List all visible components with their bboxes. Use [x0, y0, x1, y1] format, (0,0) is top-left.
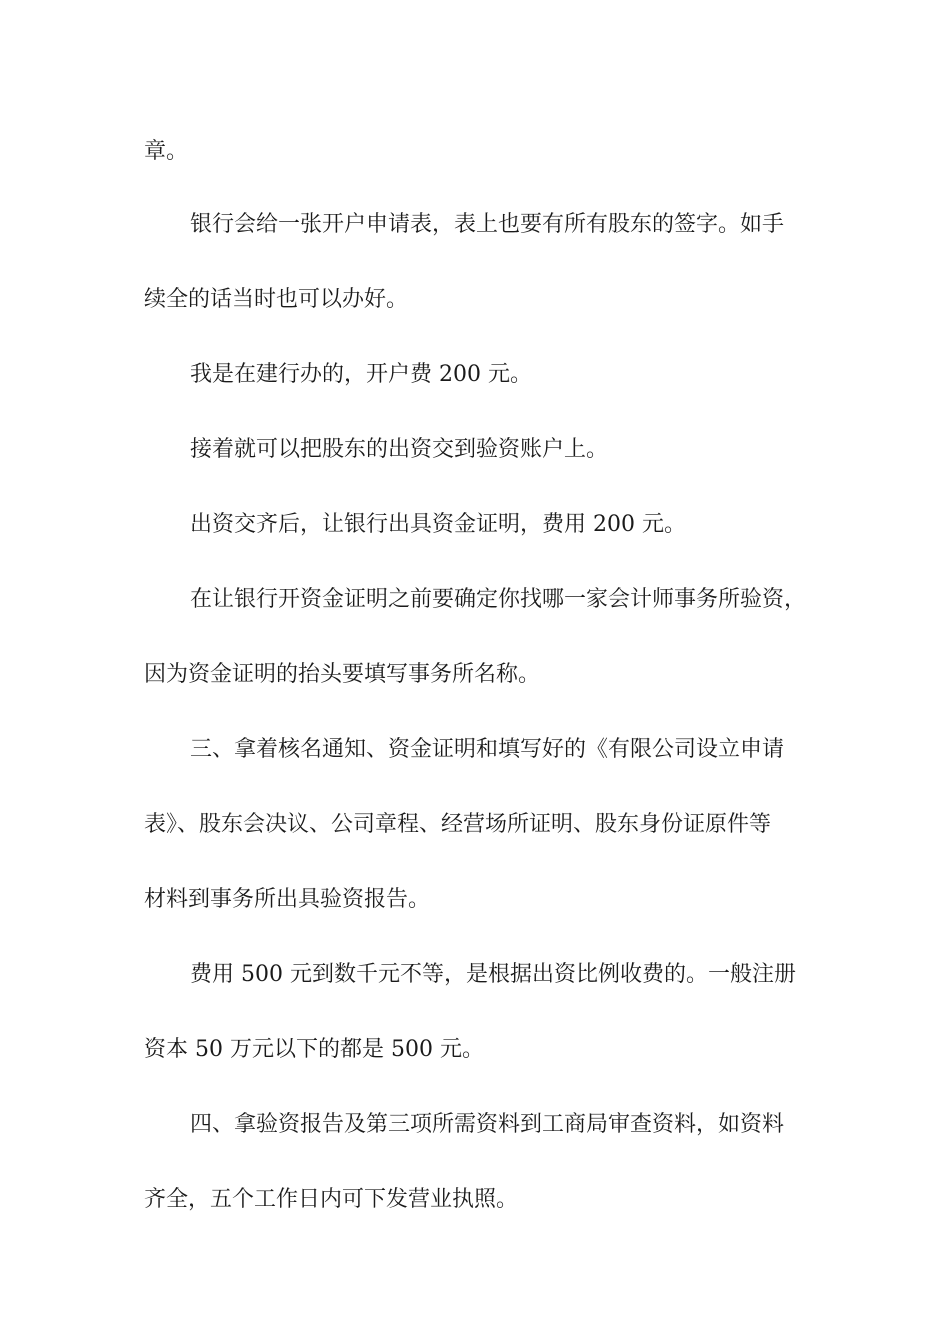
text-line: 资本 50 万元以下的都是 500 元。	[144, 1037, 484, 1062]
text-line: 因为资金证明的抬头要填写事务所名称。	[144, 662, 541, 687]
text-line: 出资交齐后，让银行出具资金证明，费用 200 元。	[190, 512, 686, 537]
text-line: 银行会给一张开户申请表，表上也要有所有股东的签字。如手	[190, 212, 785, 237]
text-line: 我是在建行办的，开户费 200 元。	[190, 362, 532, 387]
text-line: 齐全，五个工作日内可下发营业执照。	[144, 1187, 519, 1212]
text-line: 续全的话当时也可以办好。	[144, 287, 409, 312]
text-line: 三、拿着核名通知、资金证明和填写好的《有限公司设立申请	[190, 737, 785, 762]
text-line: 材料到事务所出具验资报告。	[144, 887, 431, 912]
text-line: 章。	[144, 139, 189, 164]
text-line: 费用 500 元到数千元不等，是根据出资比例收费的。一般注册	[190, 962, 796, 987]
text-line: 四、拿验资报告及第三项所需资料到工商局审查资料，如资料	[190, 1112, 785, 1137]
text-line: 在让银行开资金证明之前要确定你找哪一家会计师事务所验资，	[190, 587, 807, 612]
text-line: 表》、股东会决议、公司章程、经营场所证明、股东身份证原件等	[144, 812, 772, 837]
text-line: 接着就可以把股东的出资交到验资账户上。	[190, 437, 609, 462]
